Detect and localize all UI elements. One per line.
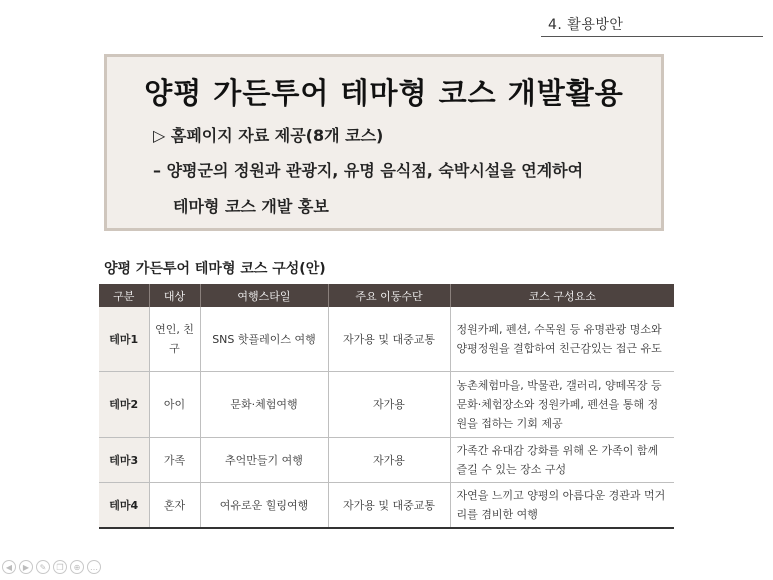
table-row [99, 483, 674, 529]
header-target: 대상 [149, 284, 200, 307]
table-header-row [99, 284, 674, 307]
cell-elements: 농촌체험마을, 박물관, 갤러리, 양떼목장 등 문화·체험장소와 정원카페, 펜션을 통해 정원을 접하는 기회 제공 [450, 372, 674, 438]
cell-theme: 테마3 [99, 438, 149, 483]
cell-target: 혼자 [149, 483, 200, 529]
cell-target: 연인, 친구 [149, 307, 200, 372]
slide-toolbar [2, 560, 101, 574]
cell-theme: 테마2 [99, 372, 149, 438]
summary-line-3: 테마형 코스 개발 홍보 [173, 197, 329, 216]
prev-icon[interactable]: ◀ [2, 560, 16, 574]
section-divider [541, 36, 763, 37]
cell-transport: 자가용 및 대중교통 [328, 307, 450, 372]
summary-line-1: ▷ 홈페이지 자료 제공(8개 코스) [153, 126, 384, 145]
cell-elements: 정원카페, 펜션, 수목원 등 유명관광 명소와 양평정원을 결합하여 친근감있는 접근 유도 [450, 307, 674, 372]
cell-style: 추억만들기 여행 [200, 438, 328, 483]
cell-transport: 자가용 [328, 372, 450, 438]
cell-transport: 자가용 및 대중교통 [328, 483, 450, 529]
header-category: 구분 [99, 284, 149, 307]
cell-elements: 자연을 느끼고 양평의 아름다운 경관과 먹거리를 겸비한 여행 [450, 483, 674, 529]
table-row [99, 307, 674, 372]
summary-box [104, 54, 664, 231]
section-title: 4. 활용방안 [548, 17, 624, 33]
copy-icon[interactable]: ❐ [53, 560, 67, 574]
table-row [99, 438, 674, 483]
table-row [99, 372, 674, 438]
header-style: 여행스타일 [200, 284, 328, 307]
cell-target: 아이 [149, 372, 200, 438]
header-elements: 코스 구성요소 [450, 284, 674, 307]
course-table [99, 284, 674, 529]
more-icon[interactable]: … [87, 560, 101, 574]
cell-theme: 테마4 [99, 483, 149, 529]
cell-target: 가족 [149, 438, 200, 483]
table-heading: 양평 가든투어 테마형 코스 구성(안) [104, 261, 326, 277]
cell-style: 여유로운 힐링여행 [200, 483, 328, 529]
cell-style: SNS 핫플레이스 여행 [200, 307, 328, 372]
cell-theme: 테마1 [99, 307, 149, 372]
cell-style: 문화·체험여행 [200, 372, 328, 438]
summary-line-2: – 양평군의 정원과 관광지, 유명 음식점, 숙박시설을 연계하여 [153, 161, 584, 180]
cell-elements: 가족간 유대감 강화를 위해 온 가족이 함께 즐길 수 있는 장소 구성 [450, 438, 674, 483]
summary-title: 양평 가든투어 테마형 코스 개발활용 [144, 76, 624, 110]
cell-transport: 자가용 [328, 438, 450, 483]
header-transport: 주요 이동수단 [328, 284, 450, 307]
zoom-icon[interactable]: ⊕ [70, 560, 84, 574]
next-icon[interactable]: ▶ [19, 560, 33, 574]
pen-icon[interactable]: ✎ [36, 560, 50, 574]
